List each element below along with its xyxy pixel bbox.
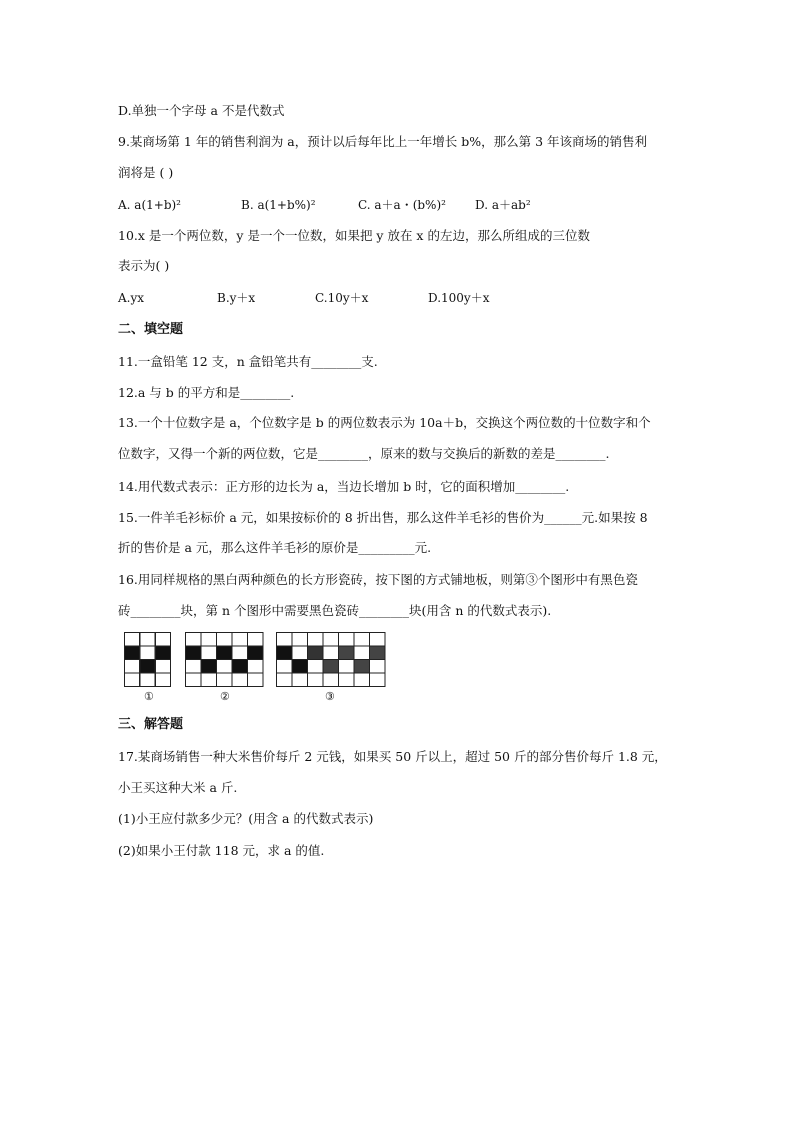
tile-figure-1-graphic xyxy=(124,632,172,688)
q17-part2: (2)如果小王付款 118 元，求 a 的值. xyxy=(118,843,325,858)
q10-line1: 10.x 是一个两位数，y 是一个一位数，如果把 y 放在 x 的左边，那么所组成的三位数 xyxy=(118,228,590,243)
q15-line2: 折的售价是 a 元，那么这件羊毛衫的原价是_________元. xyxy=(118,540,432,555)
q17-part1: (1)小王应付款多少元？(用含 a 的代数式表示) xyxy=(118,811,374,826)
tile-figure-3-label: ③ xyxy=(325,690,335,703)
q13-line1: 13.一个十位数字是 a，个位数字是 b 的两位数表示为 10a＋b，交换这个两位数的十位数字和个 xyxy=(118,415,651,430)
q16-line1: 16.用同样规格的黑白两种颜色的长方形瓷砖，按下图的方式铺地板，则第③个图形中有黑色瓷 xyxy=(118,572,638,587)
q15-line1: 15.一件羊毛衫标价 a 元，如果按标价的 8 折出售，那么这件羊毛衫的售价为______元.如果按 8 xyxy=(118,510,648,525)
q11: 11.一盒铅笔 12 支，n 盒铅笔共有________支. xyxy=(118,354,378,369)
q13-line2: 位数字，又得一个新的两位数，它是________，原来的数与交换后的新数的差是________. xyxy=(118,446,610,461)
q14: 14.用代数式表示：正方形的边长为 a，当边长增加 b 时，它的面积增加________. xyxy=(118,479,570,494)
q9-line2: 润将是 ( ) xyxy=(118,165,174,180)
q9-option-b: B. a(1+b%)² xyxy=(241,198,316,212)
q12: 12.a 与 b 的平方和是________. xyxy=(118,385,295,400)
q9-option-a: A. a(1+b)² xyxy=(118,198,181,212)
tile-figure-2-label: ② xyxy=(220,690,230,703)
q10-option-d: D.100y＋x xyxy=(428,291,490,305)
tile-figure-1-label: ① xyxy=(144,690,154,703)
section-fill-in-title: 二、填空题 xyxy=(118,322,184,337)
q9-option-d: D. a＋ab² xyxy=(475,198,531,212)
q10-line2: 表示为( ) xyxy=(118,258,170,273)
q10-option-b: B.y＋x xyxy=(217,291,256,305)
q16-line2: 砖________块，第 n 个图形中需要黑色瓷砖________块(用含 n 的代数式表示). xyxy=(118,603,552,618)
tile-figure-3-graphic xyxy=(276,632,388,688)
q9-option-c: C. a＋a・(b%)² xyxy=(358,198,446,212)
section-answer-title: 三、解答题 xyxy=(118,717,184,732)
q8-option-d: D.单独一个字母 a 不是代数式 xyxy=(118,103,285,118)
q9-line1: 9.某商场第 1 年的销售利润为 a，预计以后每年比上一年增长 b%，那么第 3 年该商场的销售利 xyxy=(118,134,648,149)
q17-line2: 小王买这种大米 a 斤. xyxy=(118,780,238,795)
q17-line1: 17.某商场销售一种大米售价每斤 2 元钱，如果买 50 斤以上，超过 50 斤的部分售价每斤 1.8 元， xyxy=(118,749,667,764)
q10-option-c: C.10y＋x xyxy=(315,291,369,305)
tile-figure-2-graphic xyxy=(185,632,265,688)
q10-option-a: A.yx xyxy=(118,291,145,305)
